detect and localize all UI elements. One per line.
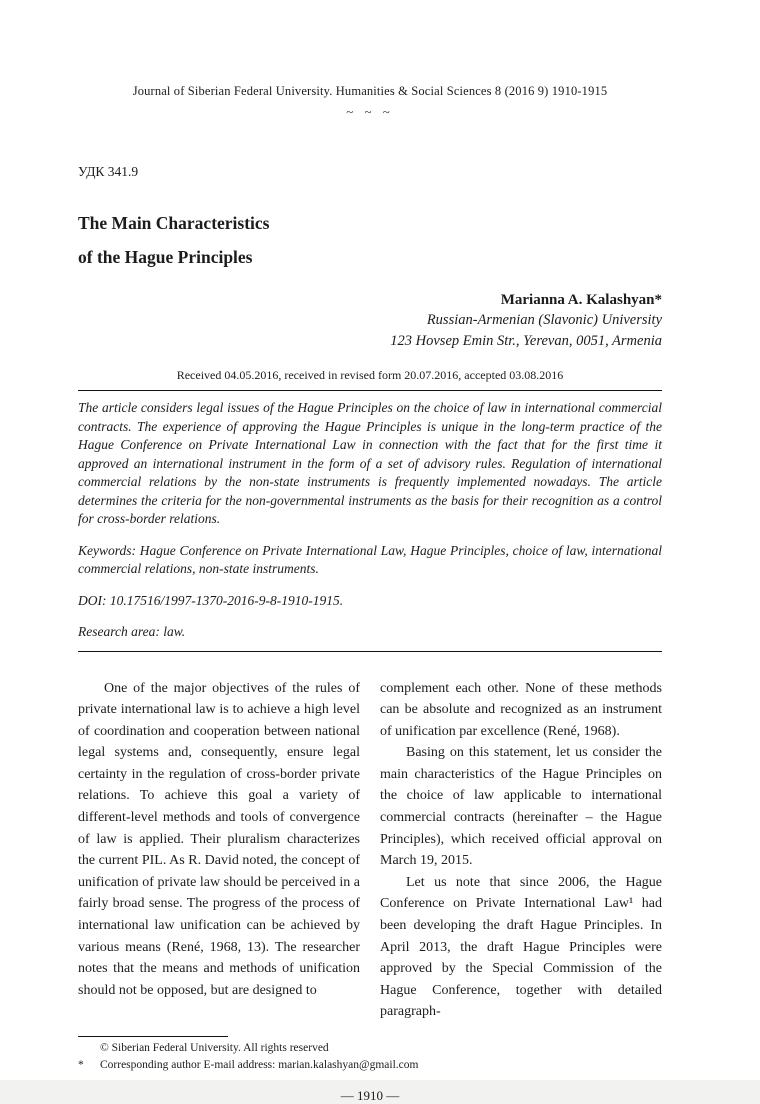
copyright-notice: © Siberian Federal University. All rights reserved [100, 1042, 329, 1054]
article-title-line: The Main Characteristics [78, 213, 270, 233]
footnote-marker [78, 1041, 100, 1056]
keywords-line: Keywords: Hague Conference on Private International Law, Hague Principles, choice of law, international commercial relations, non-state instruments. [78, 542, 662, 576]
article-title-line: of the Hague Principles [78, 247, 253, 267]
body-column-right [380, 678, 662, 1024]
body-paragraph: Basing on this statement, let us consider the main characteristics of the Hague Principles on the choice of law applicable to international commercial contracts (hereinafter – the Hague Principles), which received official approval on March 19, 2015. [380, 745, 662, 869]
corresponding-author-line [78, 1058, 662, 1073]
affiliation-line: Russian-Armenian (Slavonic) University [426, 312, 662, 328]
abstract-text: The article considers legal issues of the Hague Principles on the choice of law in international commercial contracts. The experience of approving the Hague Principles is unique in the long-term practice of the Hague Conference on Private International Law in connection with the fact that for the first time it approved an international instrument in the form of a set of advisory rules. Regulation of international commercial relations by the non-state instruments is frequently implemented nowadays. The article determines the criteria for the non-governmental instruments as the basis for their recognition as a control for cross-border relations. [78, 400, 662, 526]
article-title [78, 206, 662, 274]
received-dates: Received 04.05.2016, received in revised form 20.07.2016, accepted 03.08.2016 [176, 368, 564, 382]
body-paragraph: complement each other. None of these methods can be absolute and recognized as an instrument of unification par excellence (René, 1968). [380, 680, 662, 739]
research-area-line: Research area: law. [78, 624, 186, 639]
body-paragraph: Let us note that since 2006, the Hague Conference on Private International Law¹ had been developing the draft Hague Principles. In April 2013, the draft Hague Principles were approved by the Special Commission of the Hague Conference, together with detailed paragraph- [380, 874, 662, 1020]
divider-top [78, 390, 662, 391]
doi-line: DOI: 10.17516/1997-1370-2016-9-8-1910-1915. [78, 592, 344, 608]
author-block [78, 290, 662, 352]
body-paragraph: One of the major objectives of the rules of private international law is to achieve a high level of coordination and cooperation between national legal systems and, consequently, ensure legal certainty in the regulation of cross-border private relations. To achieve this goal a variety of different-level methods and tools of convergence of law is applied. Their pluralism characterizes the current PIL. As R. David noted, the concept of unification of private law should be perceived in a fairly broad sense. The progress of the process of international law unification can be achieved by various means (René, 1968, 13). The researcher notes that the means and methods of unification should not be opposed, but are designed to [78, 680, 360, 998]
divider-bottom [78, 651, 662, 652]
author-name: Marianna A. Kalashyan* [500, 292, 662, 308]
ornament-tildes: ~ ~ ~ [346, 104, 394, 119]
body-text [78, 678, 662, 1024]
affiliation-line: 123 Hovsep Emin Str., Yerevan, 0051, Armenia [390, 333, 662, 349]
footnote-marker-asterisk: * [78, 1059, 84, 1071]
page-number: — 1910 — [340, 1088, 400, 1103]
journal-header: Journal of Siberian Federal University. Humanities & Social Sciences 8 (2016 9) 1910-1915 [132, 84, 608, 98]
corresponding-author-note: Corresponding author E-mail address: marian.kalashyan@gmail.com [100, 1059, 419, 1071]
udc-code: УДК 341.9 [78, 164, 139, 179]
body-column-left [78, 678, 360, 1024]
footnote-divider [78, 1036, 228, 1037]
copyright-line [78, 1041, 662, 1056]
